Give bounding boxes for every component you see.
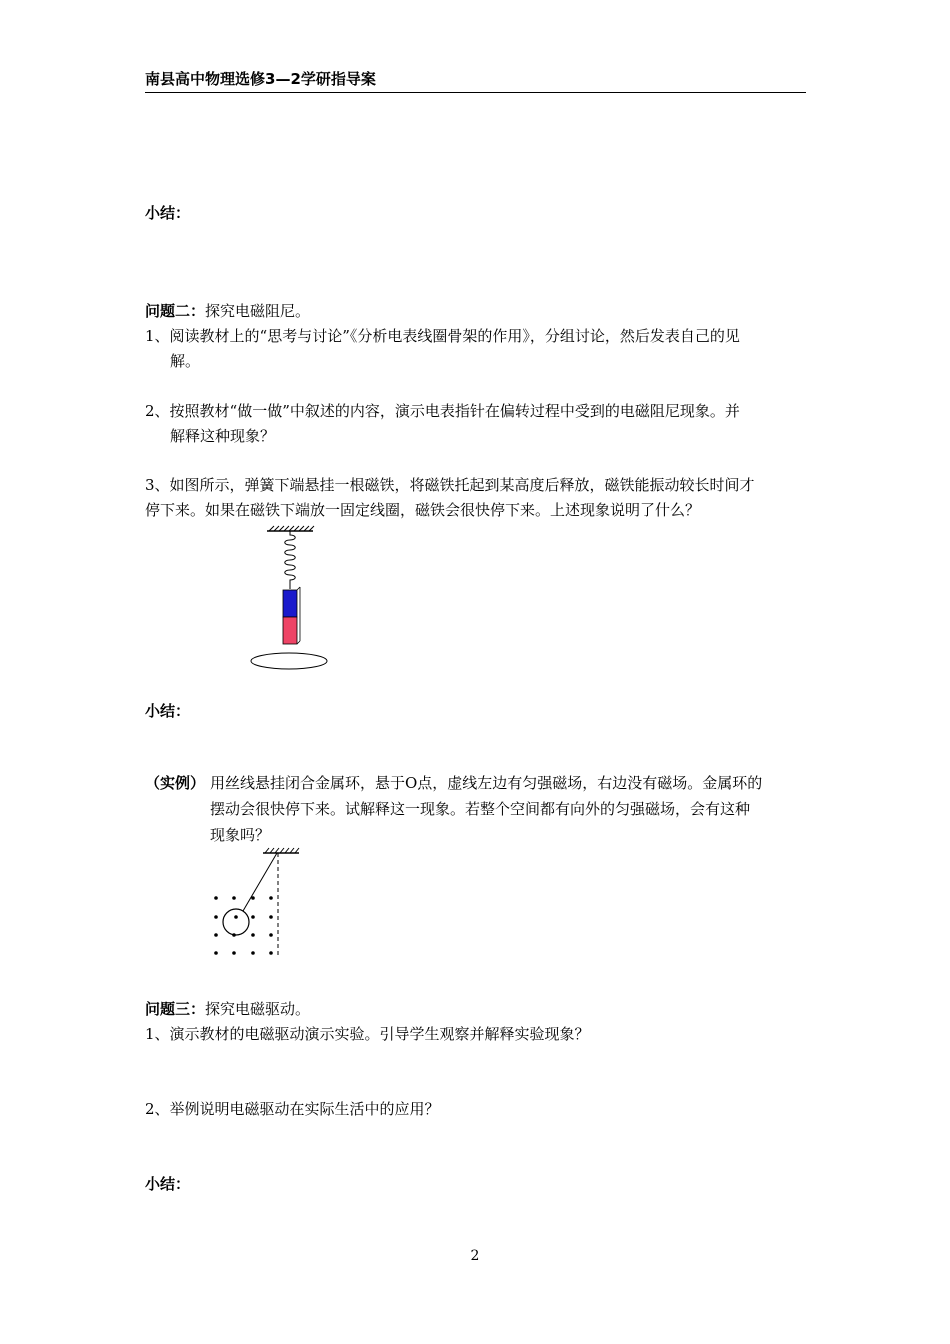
spring-magnet-figure	[245, 525, 335, 675]
header-rule	[145, 92, 806, 93]
page-number: 2	[470, 1248, 480, 1264]
magnet-south	[283, 617, 297, 644]
problem2-item-3-line1: 3、如图所示，弹簧下端悬挂一根磁铁，将磁铁托起到某高度后释放，磁铁能振动较长时间才	[145, 476, 755, 494]
problem2-heading	[145, 298, 810, 324]
problem2-item-1-line2: 解。	[170, 352, 201, 370]
problem2-item-2-line2: 解释这种现象？	[170, 427, 276, 445]
metal-ring	[223, 909, 249, 935]
problem3-heading-bold: 问题三：	[145, 1000, 206, 1018]
problem2-heading-text: 探究电磁阻尼。	[205, 302, 311, 320]
summary-label-1: 小结：	[145, 204, 191, 222]
example-label: （实例）	[145, 774, 206, 792]
problem3-item-2: 2、举例说明电磁驱动在实际生活中的应用？	[145, 1100, 440, 1118]
summary-label-3: 小结：	[145, 1175, 191, 1193]
problem3-heading-text: 探究电磁驱动。	[205, 1000, 311, 1018]
pendulum-field-figure	[205, 845, 305, 960]
problem2-item-3-line2: 停下来。如果在磁铁下端放一固定线圈，磁铁会很快停下来。上述现象说明了什么？	[145, 501, 701, 519]
example-line-2: 摆动会很快停下来。试解释这一现象。若整个空间都有向外的匀强磁场，会有这种	[210, 800, 751, 818]
suspension-thread	[243, 853, 277, 911]
problem3-item-1: 1、演示教材的电磁驱动演示实验。引导学生观察并解释实验现象？	[145, 1025, 590, 1043]
fixed-coil	[251, 653, 327, 669]
problem2-heading-bold: 问题二：	[145, 302, 206, 320]
summary-label-2: 小结：	[145, 702, 191, 720]
magnet-shade-bottom	[297, 641, 300, 644]
example-line-3: 现象吗？	[210, 826, 271, 844]
problem3-heading	[145, 996, 810, 1022]
problem2-item-2-line1: 2、按照教材“做一做”中叙述的内容，演示电表指针在偏转过程中受到的电磁阻尼现象。并	[145, 402, 740, 420]
magnet-shade	[297, 587, 300, 590]
header-title: 南县高中物理选修3—2学研指导案	[145, 70, 376, 88]
problem2-item-1-line1: 1、阅读教材上的“思考与讨论”《分析电表线圈骨架的作用》，分组讨论，然后发表自己的见	[145, 327, 740, 345]
example-line-1: 用丝线悬挂闭合金属环，悬于O点，虚线左边有匀强磁场，右边没有磁场。金属环的	[210, 774, 763, 792]
magnet-north	[283, 590, 297, 617]
spring-coil	[285, 531, 296, 589]
